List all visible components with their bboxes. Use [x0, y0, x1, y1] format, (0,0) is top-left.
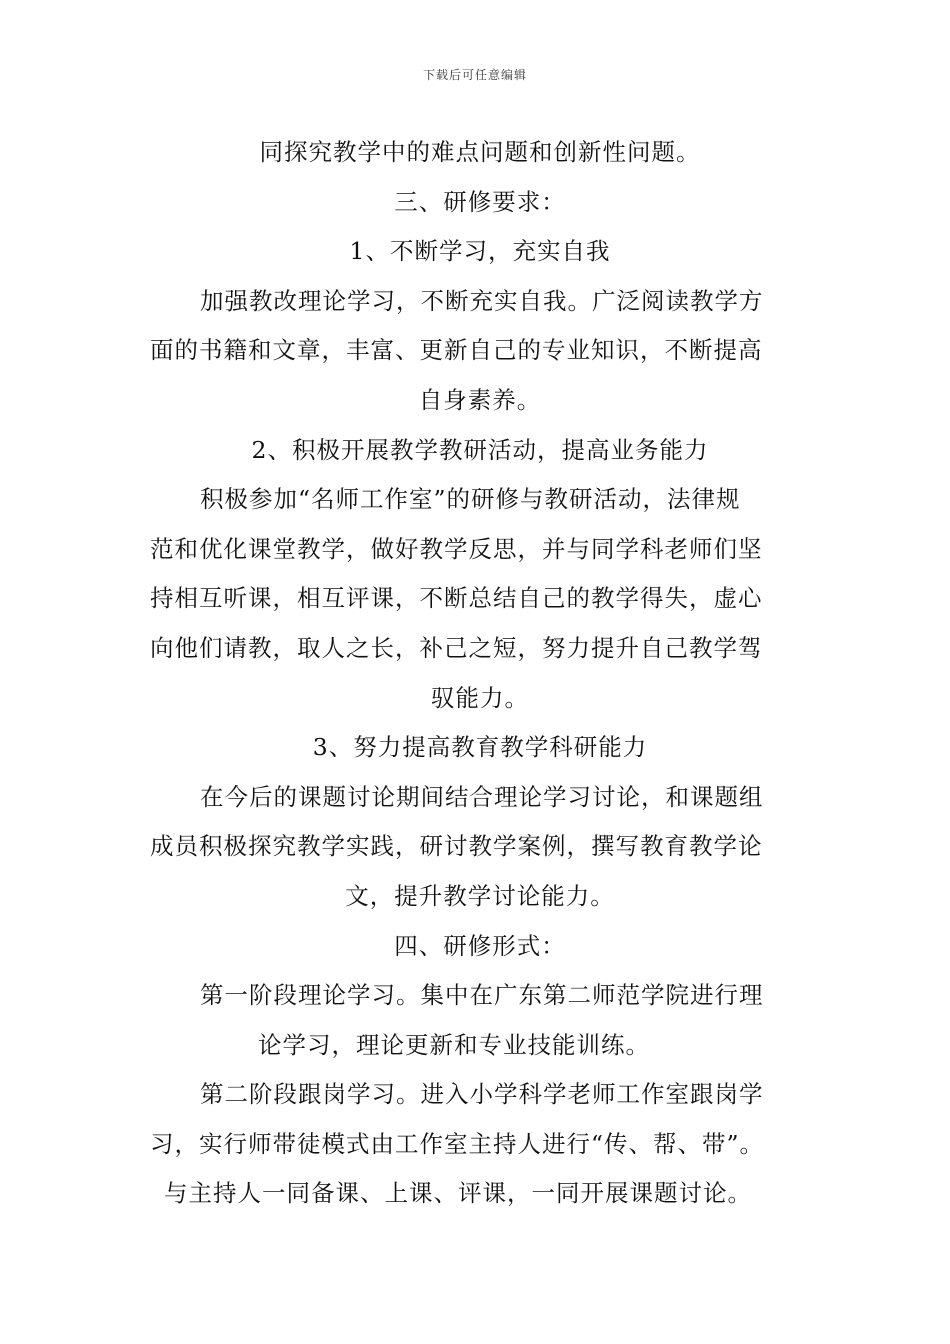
paragraph-line: 面的书籍和文章，丰富、更新自己的专业知识，不断提高: [150, 336, 763, 365]
subsection-heading: 3、努力提高教育教学科研能力: [312, 733, 648, 762]
paragraph-line: 成员积极探究教学实践，研讨教学案例，撰写教育教学论: [150, 832, 763, 861]
section-heading: 三、研修要求：: [394, 187, 566, 216]
paragraph-line: 文，提升教学讨论能力。: [345, 881, 615, 910]
document-body: [150, 128, 810, 1219]
subsection-heading: 2、积极开展教学教研活动，提高业务能力: [251, 435, 709, 464]
text-line: 同探究教学中的难点问题和创新性问题。: [259, 138, 701, 166]
paragraph-line: 积极参加“名师工作室”的研修与教研活动，法律规: [200, 485, 741, 514]
subsection-heading: 1、不断学习，充实自我: [349, 237, 611, 266]
paragraph-line: 加强教改理论学习，不断充实自我。广泛阅读教学方: [200, 286, 764, 315]
paragraph-line: 第一阶段理论学习。集中在广东第二师范学院进行理: [200, 981, 764, 1010]
paragraph-line: 向他们请教，取人之长，补己之短，努力提升自己教学驾: [150, 633, 763, 662]
paragraph-line: 第二阶段跟岗学习。进入小学科学老师工作室跟岗学: [200, 1080, 764, 1109]
paragraph-line: 自身素养。: [418, 385, 542, 414]
section-heading: 四、研修形式：: [394, 931, 566, 960]
paragraph-line: 在今后的课题讨论期间结合理论学习讨论，和课题组: [200, 782, 764, 811]
paragraph-line: 驭能力。: [431, 683, 529, 712]
page-header-note: 下载后可任意编辑: [422, 68, 527, 82]
paragraph-line: 习，实行师带徒模式由工作室主持人进行“传、帮、带”。: [150, 1129, 765, 1158]
paragraph-line: 与主持人一同备课、上课、评课，一同开展课题讨论。: [164, 1179, 752, 1208]
paragraph-line: 论学习，理论更新和专业技能训练。: [258, 1030, 650, 1059]
paragraph-line: 范和优化课堂教学，做好教学反思，并与同学科老师们坚: [150, 534, 763, 563]
paragraph-line: 持相互听课，相互评课，不断总结自己的教学得失，虚心: [150, 584, 763, 613]
